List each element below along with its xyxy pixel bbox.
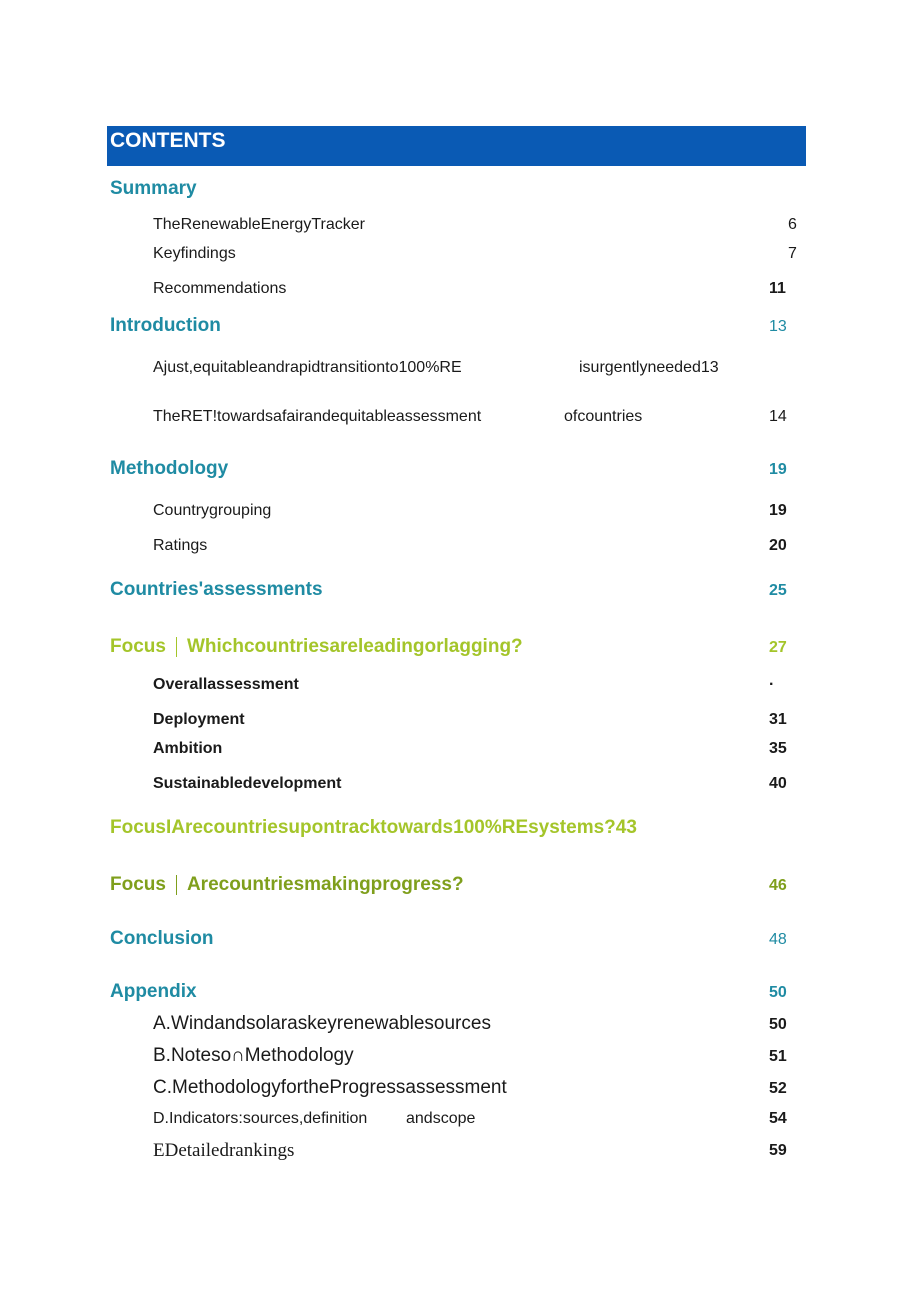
toc-entry-label[interactable]: TheRenewableEnergyTracker bbox=[153, 216, 365, 233]
contents-banner bbox=[107, 126, 806, 166]
section-introduction-page: 13 bbox=[769, 318, 787, 335]
toc-entry-label[interactable]: Sustainabledevelopment bbox=[153, 775, 342, 792]
section-countries-title[interactable]: Countries'assessments bbox=[110, 579, 323, 600]
toc-entry-label[interactable]: Ajust,equitableandrapidtransitionto100%RE bbox=[153, 359, 462, 376]
focus-title: Whichcountriesareleadingorlagging? bbox=[186, 636, 523, 657]
toc-entry-page: 20 bbox=[769, 537, 787, 554]
toc-entry-label[interactable]: D.Indicators:sources,definition bbox=[153, 1110, 368, 1127]
toc-entry-page: 52 bbox=[769, 1080, 787, 1097]
focus-prefix: Focus bbox=[110, 636, 166, 657]
section-countries-page: 25 bbox=[769, 582, 787, 599]
toc-entry-page: 11 bbox=[769, 280, 786, 297]
toc-entry-label[interactable]: Countrygrouping bbox=[153, 502, 272, 519]
section-focus-leading-page: 27 bbox=[769, 639, 787, 656]
toc-entry-label[interactable]: Keyfindings bbox=[153, 245, 236, 262]
section-introduction-title[interactable]: Introduction bbox=[110, 315, 221, 336]
toc-entry-label[interactable]: Overallassessment bbox=[153, 676, 299, 693]
toc-entry-label[interactable]: Ambition bbox=[153, 740, 223, 757]
toc-entry-page: 14 bbox=[769, 408, 787, 425]
section-summary-title[interactable]: Summary bbox=[110, 178, 197, 199]
section-appendix-title[interactable]: Appendix bbox=[110, 981, 197, 1002]
toc-entry-page: · bbox=[769, 676, 775, 693]
toc-entry-page: 50 bbox=[769, 1016, 787, 1033]
toc-entry-label[interactable]: Recommendations bbox=[153, 280, 287, 297]
toc-entry-page: 6 bbox=[788, 216, 797, 233]
divider bbox=[176, 875, 177, 895]
toc-entry-label[interactable]: EDetailedrankings bbox=[153, 1140, 295, 1161]
toc-entry-label[interactable]: A.Windandsolaraskeyrenewablesources bbox=[153, 1013, 491, 1034]
toc-entry-label[interactable]: Deployment bbox=[153, 711, 245, 728]
toc-entry-label-continued: andscope bbox=[406, 1110, 476, 1127]
toc-entry-page: 7 bbox=[788, 245, 797, 262]
focus-prefix: Focus bbox=[110, 874, 166, 895]
toc-entry-label[interactable]: TheRET!towardsafairandequitableassessment bbox=[153, 408, 482, 425]
focus-title: Arecountriesmakingprogress? bbox=[186, 874, 464, 895]
toc-entry-page: 31 bbox=[769, 711, 787, 728]
section-conclusion-page: 48 bbox=[769, 931, 787, 948]
section-conclusion-title[interactable]: Conclusion bbox=[110, 928, 214, 949]
section-methodology-page: 19 bbox=[769, 461, 787, 478]
toc-entry-label[interactable]: B.Noteso∩Methodology bbox=[153, 1045, 354, 1066]
page-title: CONTENTS bbox=[110, 129, 226, 152]
divider bbox=[176, 637, 177, 657]
toc-entry-page: 19 bbox=[769, 502, 787, 519]
section-focus-progress-title[interactable] bbox=[110, 874, 464, 896]
section-methodology-title[interactable]: Methodology bbox=[110, 458, 229, 479]
section-focus-track-title[interactable]: FocusIArecountriesupontracktowards100%REsystems?43 bbox=[110, 817, 637, 838]
toc-entry-page: 35 bbox=[769, 740, 787, 757]
toc-entry-page: 54 bbox=[769, 1110, 787, 1127]
section-appendix-page: 50 bbox=[769, 984, 787, 1001]
toc-entry-label[interactable]: C.MethodologyfortheProgressassessment bbox=[153, 1077, 507, 1098]
toc-entry-page: 59 bbox=[769, 1142, 787, 1159]
toc-entry-label-continued: isurgentlyneeded13 bbox=[579, 359, 719, 376]
toc-entry-label-continued: ofcountries bbox=[564, 408, 643, 425]
section-focus-progress-page: 46 bbox=[769, 877, 787, 894]
toc-entry-label[interactable]: Ratings bbox=[153, 537, 208, 554]
toc-entry-page: 40 bbox=[769, 775, 787, 792]
toc-entry-page: 51 bbox=[769, 1048, 787, 1065]
section-focus-leading-title[interactable] bbox=[110, 636, 523, 658]
